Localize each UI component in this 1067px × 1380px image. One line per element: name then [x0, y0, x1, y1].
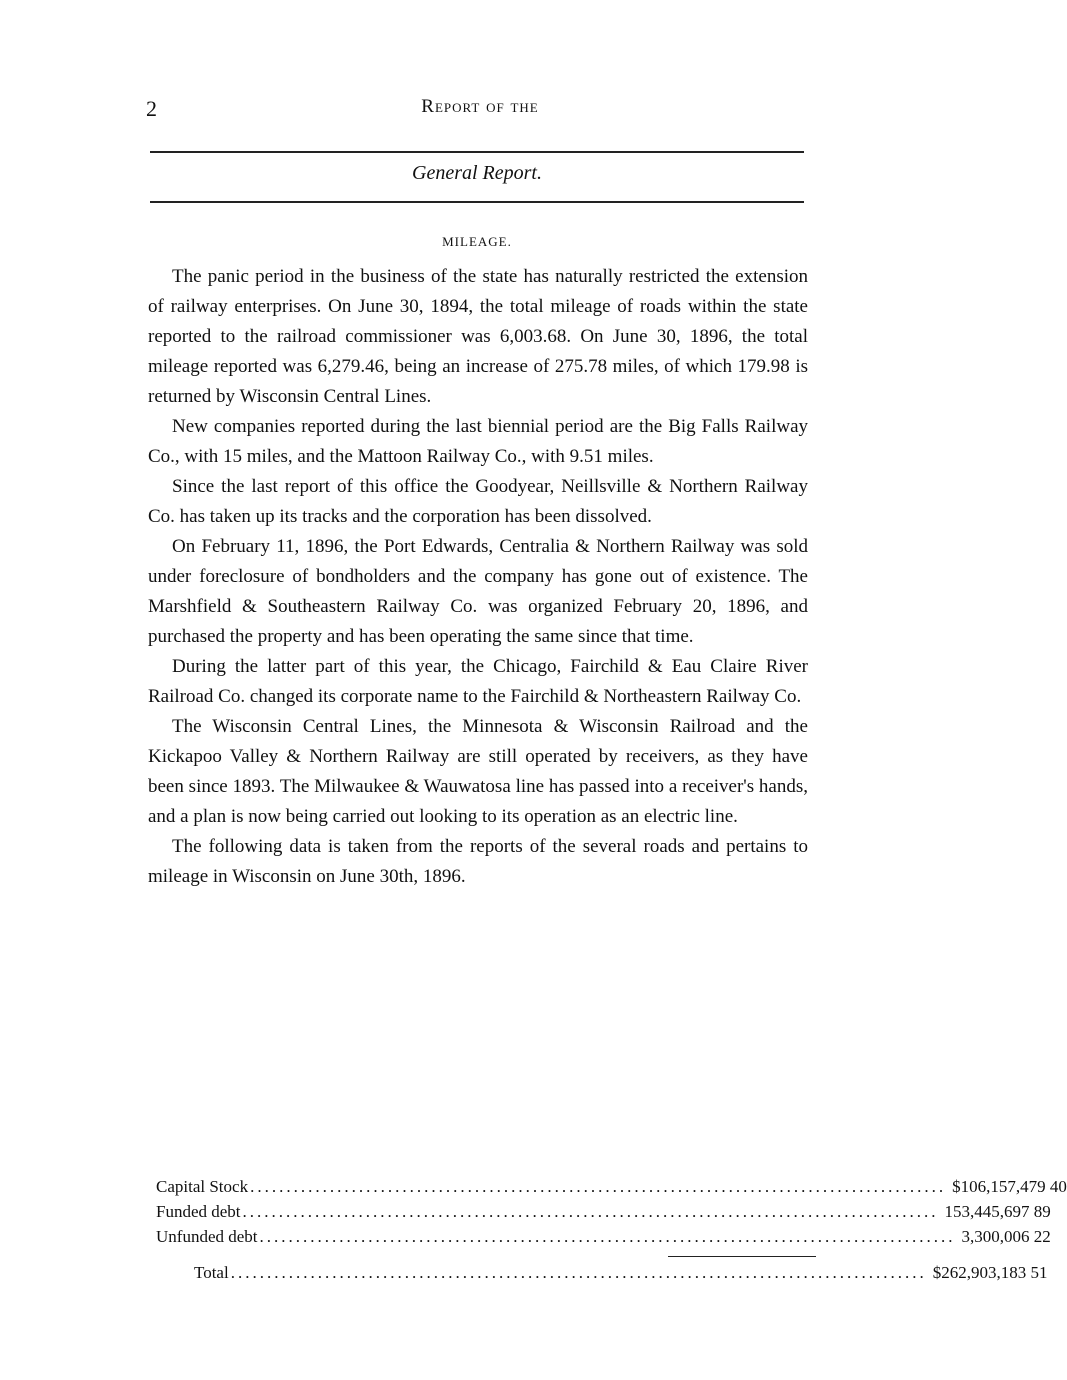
finance-label: Funded debt: [156, 1202, 241, 1221]
paragraph: New companies reported during the last biennial period are the Big Falls Railway Co., with 15 miles, and the Mattoon Railway Co., with 9.51 miles.: [148, 416, 808, 467]
finance-amount: $106,157,479 40: [952, 1177, 1067, 1196]
finance-amount: 3,300,006 22: [961, 1227, 1051, 1246]
paragraph: During the latter part of this year, the Chicago, Fairchild & Eau Claire River Railroad Co. changed its corporate name to the Fairchild & Northeastern Railway Co.: [148, 656, 808, 707]
paragraph: The panic period in the business of the state has naturally restricted the extension of railway enterprises. On June 30, 1894, the total mileage of roads within the state reported to the railroad commissioner was 6,003.68. On June 30, 1896, the total mileage reported was 6,279.46, being an increase of 275.78 miles, of which 179.98 is returned by Wisconsin Central Lines.: [148, 266, 808, 407]
finance-amount: 153,445,697 89: [944, 1202, 1051, 1221]
paragraph: On February 11, 1896, the Port Edwards, Centralia & Northern Railway was sold under foreclosure of bondholders and the company has gone out of existence. The Marshfield & Southeastern Railway Co. was organized February 20, 1896, and purchased the property and has been operating the same since that time.: [148, 536, 808, 647]
finance-label: Unfunded debt: [156, 1227, 258, 1246]
finance-table: [156, 1177, 1067, 1288]
top-rule: [150, 151, 804, 153]
section-heading: MILEAGE.: [442, 234, 512, 249]
finance-row-capital-stock: [156, 1177, 1067, 1202]
finance-total-label: Total: [194, 1263, 229, 1282]
running-head: Report of the: [421, 96, 539, 117]
finance-row-funded-debt: [156, 1202, 1051, 1227]
dot-leader: ................................................................................................: [259, 1227, 956, 1246]
dot-leader: ................................................................................................: [242, 1202, 939, 1221]
total-rule: [668, 1256, 816, 1257]
paragraph: Since the last report of this office the Goodyear, Neillsville & Northern Railway Co. has taken up its tracks and the corporation has been dissolved.: [148, 476, 808, 527]
finance-label: Capital Stock: [156, 1177, 249, 1196]
finance-total-amount: $262,903,183 51: [932, 1263, 1048, 1282]
finance-row-total: [156, 1263, 1048, 1288]
section-title: General Report.: [412, 162, 542, 184]
paragraph: The following data is taken from the reports of the several roads and pertains to mileage in Wisconsin on June 30th, 1896.: [148, 836, 808, 887]
page-number: 2: [146, 96, 157, 121]
paragraph: The Wisconsin Central Lines, the Minnesota & Wisconsin Railroad and the Kickapoo Valley & Northern Railway are still operated by receivers, as they have been since 1893. The Milwaukee & Wauwatosa line has passed into a receiver's hands, and a plan is now being carried out looking to its operation as an electric line.: [148, 716, 808, 827]
bottom-rule: [150, 201, 804, 203]
body-text: [148, 262, 808, 892]
finance-row-unfunded-debt: [156, 1227, 1051, 1252]
dot-leader: ................................................................................................: [250, 1177, 947, 1196]
dot-leader: ................................................................................................: [230, 1263, 927, 1282]
